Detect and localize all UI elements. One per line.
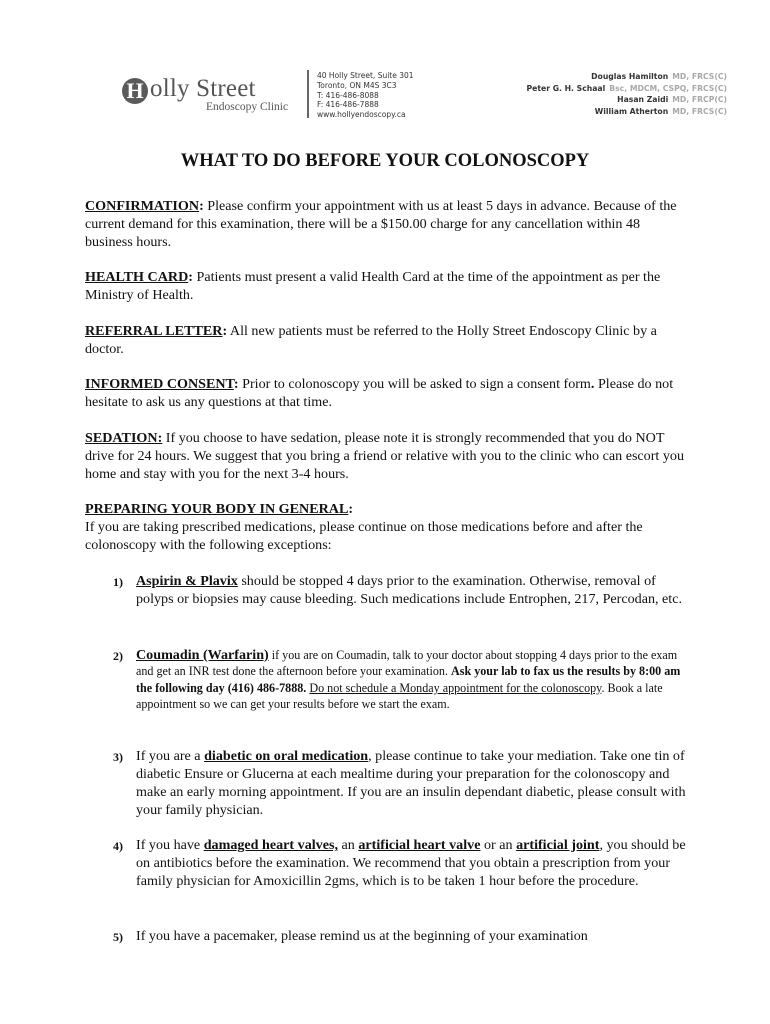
confirmation-heading: CONFIRMATION (85, 198, 200, 214)
doctor-credentials: MD, FRCP(C) (672, 95, 727, 104)
logo-initial-circle: H (122, 78, 148, 104)
section-sedation (85, 429, 690, 483)
damaged-valves-link: damaged heart valves, (203, 837, 338, 853)
pacemaker-text: If you have a pacemaker, please remind us at the beginning of your examination (136, 928, 588, 944)
section-health-card: HEALTH CARD: Patients must present a valid Health Card at the time of the appointment as per the Ministry of Health. (85, 269, 661, 303)
confirmation-text: Please confirm your appointment with us at least 5 days in advance. Because of the current demand for this examination, there will be a $150.00 charge for any cancellation within 48 business hours. (85, 198, 677, 250)
section-consent: INFORMED CONSENT: Prior to colonoscopy you will be asked to sign a consent form. Please do not hesitate to ask us any questions at that time. (85, 376, 674, 410)
artificial-joint-link: artificial joint (516, 837, 600, 853)
doctor-entry (527, 94, 727, 106)
doctor-credentials: MD, FRCS(C) (672, 72, 727, 81)
doctor-name: Peter G. H. Schaal (526, 83, 606, 93)
clinic-logo (120, 72, 305, 122)
list-item: 3) If you are a diabetic on oral medication, please continue to take your mediation. Take one tin of diabetic Ensure or Glucerna at each mealtime during your preparation for the colonoscopy and make an early morning appointment. If you are an insulin dependant diabetic, please consult with your family physician. (113, 748, 686, 818)
address-line: 40 Holly Street, Suite 301 (317, 71, 414, 80)
list-item: 4) If you have damaged heart valves, an artificial heart valve or an artificial joint, you should be on antibiotics before the examination. We recommend that you obtain a prescription from your family physician for Amoxicillin 2gms, which is to be taken 1 hour before the procedure. (113, 837, 686, 889)
general-text: If you are taking prescribed medications, please continue on those medications before and after the colonoscopy with the following exceptions: (85, 519, 643, 553)
fax-instruction: Ask your lab to fax us the results by 8:00 am the following day (416) 486-7888. (136, 664, 681, 695)
sedation-text: If you choose to have sedation, please note it is strongly recommended that you do NOT drive for 24 hours. We suggest that you bring a friend or relative with you to the clinic who can escort you home and stay with you for the next 3-4 hours. (85, 430, 685, 482)
artificial-valve-link: artificial heart valve (358, 837, 481, 853)
monday-warning: Do not schedule a Monday appointment for the colonoscopy (309, 680, 602, 695)
logo-subtitle: Endoscopy Clinic (206, 101, 289, 113)
item-number: 4) (113, 839, 123, 853)
clinic-address (317, 71, 414, 120)
page-title: WHAT TO DO BEFORE YOUR COLONOSCOPY (180, 151, 590, 171)
doctor-credentials: MD, FRCS(C) (672, 106, 727, 116)
doctor-entry (527, 71, 727, 83)
consent-text: Prior to colonoscopy you will be asked to sign a consent form (238, 376, 591, 392)
phone-line: T: 416-486-8088 (317, 90, 379, 100)
website-line: www.hollyendoscopy.ca (317, 110, 406, 120)
list-item: 2) Coumadin (Warfarin) if you are on Coumadin, talk to your doctor about stopping 4 days prior to the exam and get an INR test done the afternoon before your examination. Ask your lab to fax us the results by 8:00 am the following day (416) 486-7888. Do not schedule a Monday appointment for the colonoscopy. Book a late appointment so we can get your results before we start the exam. (113, 647, 681, 712)
referral-text: All new patients must be referred to the Holly Street Endoscopy Clinic by a doctor. (85, 323, 657, 357)
doctor-name: William Atherton (594, 106, 669, 116)
diabetic-link: diabetic on oral medication (204, 748, 369, 764)
doctor-entry (527, 83, 727, 95)
fax-line: F: 416-486-7888 (317, 100, 379, 110)
section-general: PREPARING YOUR BODY IN GENERAL: If you are taking prescribed medications, please continue on those medications before and after the colonoscopy with the following exceptions: (85, 500, 690, 554)
doctor-credentials: Bsc, MDCM, CSPQ, FRCS(C) (609, 83, 727, 93)
aspirin-plavix-link: Aspirin & Plavix (136, 573, 238, 589)
doctor-name: Hasan Zaidi (617, 95, 669, 104)
logo-name: olly Street (150, 75, 256, 102)
general-heading: PREPARING YOUR BODY IN GENERAL (85, 501, 349, 517)
section-referral: REFERRAL LETTER: All new patients must be referred to the Holly Street Endoscopy Clinic by a doctor. (85, 323, 657, 357)
letterhead-divider (307, 70, 309, 118)
list-item (113, 927, 693, 945)
doctor-name: Douglas Hamilton (591, 72, 669, 81)
health-card-heading: HEALTH CARD (85, 269, 189, 285)
coumadin-link: Coumadin (Warfarin) (136, 647, 269, 663)
section-confirmation: CONFIRMATION: Please confirm your appointment with us at least 5 days in advance. Because of the current demand for this examination, there will be a $150.00 charge for any cancellation within 48 business hours. (85, 198, 677, 250)
list-item: 1) Aspirin & Plavix should be stopped 4 days prior to the examination. Otherwise, removal of polyps or biopsies may cause bleeding. Such medications include Entrophen, 217, Percodan, etc. (113, 573, 683, 607)
doctor-entry (527, 106, 727, 118)
referral-heading: REFERRAL LETTER (85, 323, 223, 339)
sedation-heading: SEDATION: (85, 430, 163, 446)
item-number: 2) (113, 649, 123, 663)
doctors-list (527, 71, 727, 117)
address-line: Toronto, ON M4S 3C3 (317, 80, 397, 90)
item-number: 3) (113, 750, 123, 764)
item-number: 1) (113, 575, 123, 589)
consent-heading: INFORMED CONSENT (85, 376, 234, 392)
item-number: 5) (113, 930, 123, 944)
health-card-text: Patients must present a valid Health Card at the time of the appointment as per the Ministry of Health. (85, 269, 661, 303)
